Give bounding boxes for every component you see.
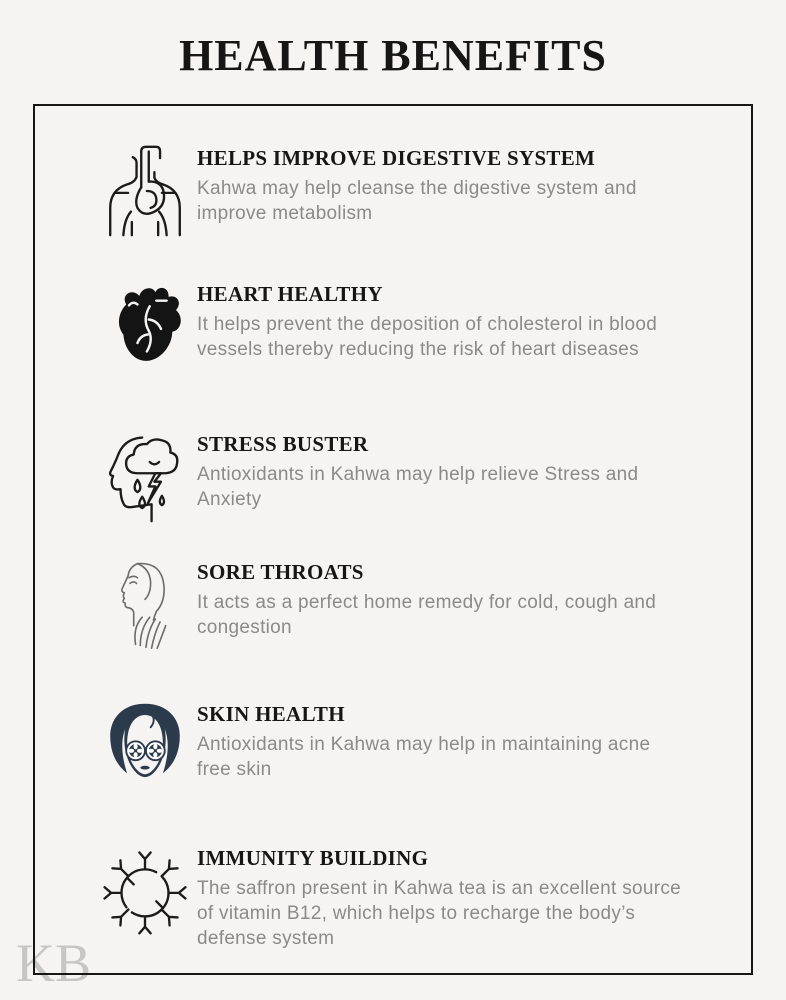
page-title: HEALTH BENEFITS [179, 31, 607, 80]
benefit-description: Antioxidants in Kahwa may help in maintaining acne free skin [197, 734, 651, 780]
benefit-title: STRESS BUSTER [197, 432, 369, 456]
benefit-description: Kahwa may help cleanse the digestive system and improve metabolism [197, 178, 637, 224]
benefit-description: It helps prevent the deposition of cholesterol in blood vessels thereby reducing the risk of heart diseases [197, 314, 658, 360]
benefit-description: It acts as a perfect home remedy for cold, cough and congestion [197, 592, 657, 638]
face-mask-icon [95, 698, 195, 802]
anatomical-heart-icon [95, 278, 195, 382]
sore-throat-icon [95, 556, 195, 660]
brand-watermark: KB [16, 933, 92, 993]
benefit-description: Antioxidants in Kahwa may help relieve Stress and Anxiety [197, 464, 639, 510]
benefit-title: SORE THROATS [197, 560, 364, 584]
benefit-title: SKIN HEALTH [197, 702, 345, 726]
benefits-frame [33, 104, 753, 975]
stress-head-storm-icon [95, 428, 195, 532]
benefit-title: HELPS IMPROVE DIGESTIVE SYSTEM [197, 146, 596, 170]
digestive-system-icon [95, 142, 195, 246]
benefit-description: The saffron present in Kahwa tea is an excellent source of vitamin B12, which helps to recharge the body’s defense system [197, 878, 682, 949]
benefit-title: HEART HEALTHY [197, 282, 383, 306]
benefit-title: IMMUNITY BUILDING [197, 846, 429, 870]
antibody-cell-icon [95, 842, 195, 946]
